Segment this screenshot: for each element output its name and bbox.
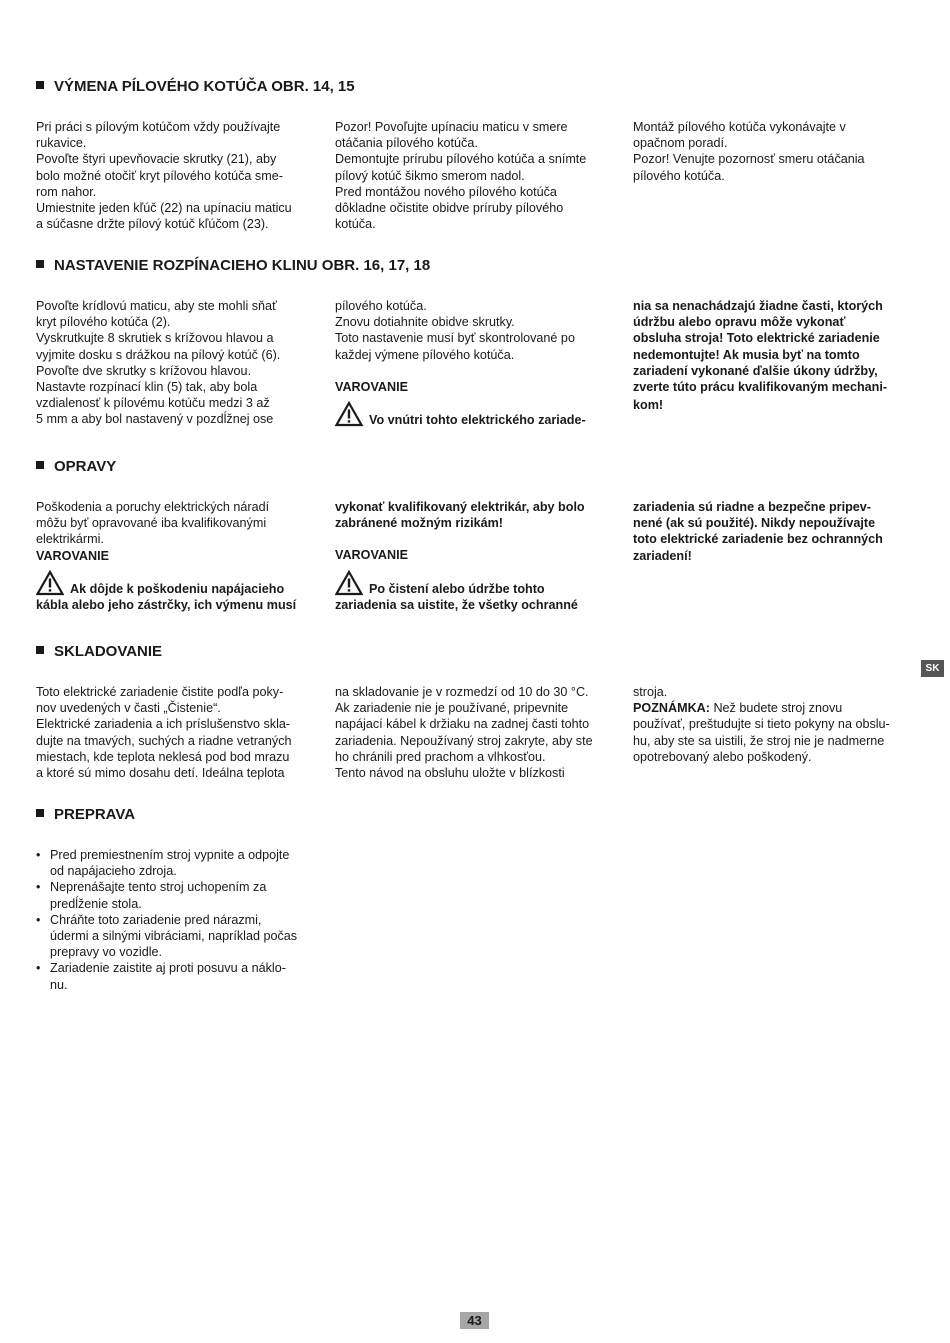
list-item: • Neprenášajte tento stroj uchopením za predĺženie stola. (36, 879, 318, 911)
bullet-list (36, 847, 318, 993)
column-3: zariadenia sú riadne a bezpečne pripev- nené (ak sú použité). Nikdy nepoužívajte toto elektrické zariadenie bez ochranných zariadení! (633, 500, 883, 563)
list-item: • Chráňte toto zariadenie pred nárazmi, údermi a silnými vibráciami, napríklad počas prepravy vo vozidle. (36, 912, 318, 961)
square-bullet-icon (36, 809, 44, 817)
column-1 (36, 847, 318, 993)
square-bullet-icon (36, 646, 44, 654)
warning-label: VAROVANIE (36, 548, 110, 563)
section-title: VÝMENA PÍLOVÉHO KOTÚČA OBR. 14, 15 (36, 78, 355, 96)
note-label: POZNÁMKA: (633, 701, 710, 716)
column-3: nia sa nenachádzajú žiadne časti, ktorých údržbu alebo opravu môže vykonať obsluha stroja! Toto elektrické zariadenie nedemontujte! Ak musia byť na tomto zariadení vykonané ďalšie úkony údržby, zverte túto prácu kvalifikovaným mechani- kom! (633, 299, 888, 413)
warning-line: Po čistení alebo údržbe tohto (335, 570, 617, 597)
section-title: OPRAVY (36, 458, 116, 476)
square-bullet-icon (36, 260, 44, 268)
warning-label: VAROVANIE (335, 379, 409, 394)
warning-triangle-icon (335, 570, 363, 596)
warning-triangle-icon (335, 401, 363, 427)
column-1: Pri práci s pílovým kotúčom vždy používajte rukavice. Povoľte štyri upevňovacie skrutky (21), aby bolo možné otočiť kryt pílového kotúča sme- rom nahor. Umiestnite jeden kľúč (22) na upínaciu maticu a súčasne držte pílový kotúč kľúčom (23). (36, 120, 292, 232)
square-bullet-icon (36, 461, 44, 469)
section-title: PREPRAVA (36, 806, 135, 824)
column-3: stroja. POZNÁMKA: Než budete stroj znovu používať, preštudujte si tieto pokyny na obslu- hu, aby ste sa uistili, že stroj nie je nadmerne opotrebovaný alebo poškodený. (633, 684, 915, 765)
square-bullet-icon (36, 81, 44, 89)
column-1: Toto elektrické zariadenie čistite podľa poky- nov uvedených v časti „Čistenie“. Elektrické zariadenia a ich príslušenstvo skla- dujte na tmavých, suchých a riadne vetraných miestach, kde teplota neklesá pod bod mrazu a ktoré sú mimo dosahu detí. Ideálna teplota (36, 685, 292, 781)
warning-triangle-icon (36, 570, 64, 596)
page-number: 43 (460, 1312, 489, 1329)
column-2: Pozor! Povoľujte upínaciu maticu v smere otáčania pílového kotúča. Demontujte prírubu pílového kotúča a snímte pílový kotúč šikmo smerom nadol. Pred montážou nového pílového kotúča dôkladne očistite obidve príruby pílového kotúča. (335, 120, 587, 232)
column-1: Poškodenia a poruchy elektrických náradí môžu byť opravované iba kvalifikovanými elektrikármi. VAROVANIE Ak dôjde k poškodeniu napájacieho kábla alebo jeho zástrčky, ich výmenu musí (36, 499, 318, 613)
column-3: Montáž pílového kotúča vykonávajte v opačnom poradí. Pozor! Venujte pozornosť smeru otáčania pílového kotúča. (633, 120, 865, 183)
column-2: na skladovanie je v rozmedzí od 10 do 30 °C. Ak zariadenie nie je používané, pripevnite napájací kábel k držiaku na zadnej časti tohto zariadenia. Nepoužívaný stroj zakryte, aby ste ho chránili pred prachom a vlhkosťou. Tento návod na obsluhu uložte v blízkosti (335, 685, 593, 781)
column-2: pílového kotúča. Znovu dotiahnite obidve skrutky. Toto nastavenie musí byť skontrolované po každej výmene pílového kotúča. VAROVANIE Vo vnútri tohto elektrického zariade- (335, 298, 617, 428)
column-2: vykonať kvalifikovaný elektrikár, aby bolo zabránené možným rizikám! VAROVANIE Po čistení alebo údržbe tohto zariadenia sa uistite, že všetky ochranné (335, 499, 617, 613)
warning-line: Vo vnútri tohto elektrického zariade- (335, 401, 617, 428)
list-item: • Zariadenie zaistite aj proti posuvu a náklo- nu. (36, 960, 318, 992)
note-line: POZNÁMKA: Než budete stroj znovu (633, 701, 843, 716)
section-title: SKLADOVANIE (36, 643, 162, 661)
list-item: • Pred premiestnením stroj vypnite a odpojte od napájacieho zdroja. (36, 847, 318, 879)
column-1: Povoľte krídlovú maticu, aby ste mohli sňať kryt pílového kotúča (2). Vyskrutkujte 8 skrutiek s krížovou hlavou a vyjmite dosku s drážkou na pílový kotúč (6). Povoľte dve skrutky s krížovou hlavou. Nastavte rozpínací klin (5) tak, aby bola vzdialenosť k pílovému kotúču medzi 3 až 5 mm a aby bol nastavený v pozdĺžnej ose (36, 299, 281, 427)
warning-line: Ak dôjde k poškodeniu napájacieho (36, 570, 318, 597)
language-tab: SK (921, 660, 944, 677)
section-title: NASTAVENIE ROZPÍNACIEHO KLINU OBR. 16, 17, 18 (36, 257, 430, 275)
warning-label: VAROVANIE (335, 548, 409, 563)
